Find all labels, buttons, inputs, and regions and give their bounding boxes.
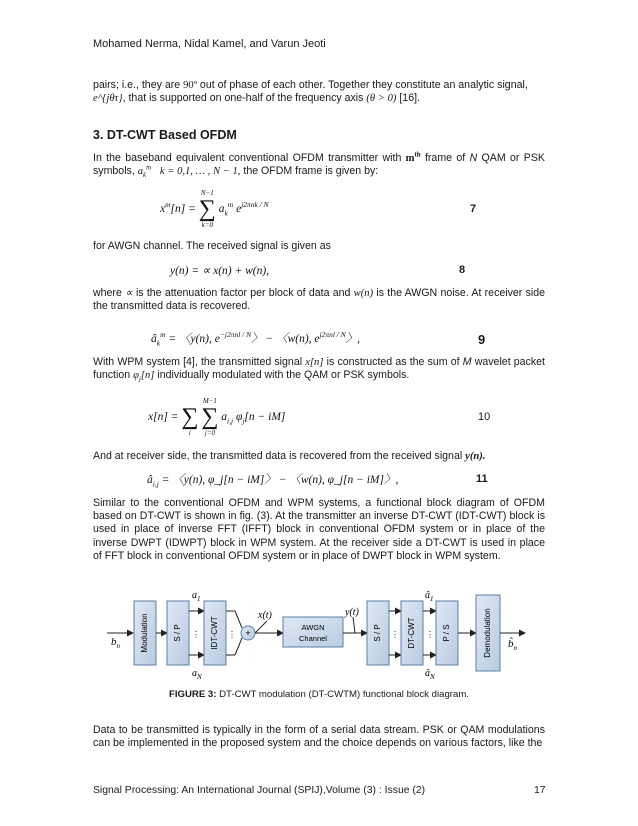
sp-label-tx: S / P: [173, 624, 183, 642]
xt-pointer: [255, 621, 267, 633]
input-label: $b_n$: [111, 636, 120, 650]
paragraph-functional-diagram: Similar to the conventional OFDM and WPM systems, a functional block diagram of OFDM based on DT-CWT is shown in fig. (3). At the transmitter an inverse DT-CWT (IDT-CWT) block is used in place of inverse FFT (IFFT) block in conventional OFDM system or in place of the inverse DWPT (IDWPT) block in WPM system. At the receiver side a DT-CWT is used in place of FFT block in conventional OFDM system or in place of DWPT block in WPM system.: [93, 497, 545, 562]
label-ahatN: $â_N$: [425, 668, 435, 680]
paragraph-receiver-recovery: And at receiver side, the transmitted data is recovered from the received signal y(n).: [93, 450, 486, 462]
demodulation-label: Demodulation: [483, 608, 493, 658]
dots-rx1: ⋮: [391, 630, 399, 639]
equation-11: $â_{i,j}$ = 〈y(n), φ_j[n − iM]〉 − 〈w(n), φ_j[n − iM]〉,: [147, 474, 399, 489]
equation-number-8: 8: [459, 264, 466, 276]
paragraph-data-transmission: Data to be transmitted is typically in the form of a serial data stream. PSK or QAM modulations can be implemented in the proposed system and the choice depends on various factors, like the: [93, 724, 545, 750]
idt-converge-top: [235, 611, 242, 628]
figure-caption: FIGURE 3: DT-CWT modulation (DT-CWTM) functional block diagram.: [169, 689, 469, 700]
paragraph-awgn: for AWGN channel. The received signal is given as: [93, 240, 331, 252]
block-diagram: [105, 585, 535, 680]
yt-label: y(t): [345, 607, 359, 618]
idt-converge-bottom: [235, 638, 242, 655]
sum-symbol-inner: ∑: [201, 404, 219, 430]
paragraph-attenuation: where ∝ is the attenuation factor per block of data and w(n) is the AWGN noise. At receiver side the transmitted data is recovered.: [93, 287, 546, 313]
paragraph-ofdm-transmitter: In the baseband equivalent conventional OFDM transmitter with $m^{th}$ frame of N QAM or PSK symbols, $a_k^m$ k = 0,1, … , N − 1, the OFDM frame is given by:: [93, 151, 545, 180]
equation-8: y(n) = ∝ x(n) + w(n),: [170, 265, 270, 277]
dots-tx1: ⋮: [192, 630, 200, 639]
paragraph-analytic-signal: pairs; i.e., they are 90º out of phase of each other. Together they constitute an analytic signal, e^{jθτ}, that is supported on one-half of the frequency axis (θ > 0) [16].: [93, 79, 528, 105]
sp-label-rx: S / P: [373, 624, 383, 642]
modulation-label: Modulation: [140, 613, 150, 653]
equation-number-11: 11: [476, 473, 488, 485]
xt-label: x(t): [258, 610, 272, 621]
dots-rx2: ⋮: [426, 630, 434, 639]
sum-symbol: ∑: [198, 196, 216, 222]
idt-cwt-label: IDT-CWT: [210, 616, 220, 650]
paragraph-wpm: With WPM system [4], the transmitted signal x[n] is constructed as the sum of M wavelet packet function $\varphi_j[n]$ individually modulated with the QAM or PSK symbols.: [93, 356, 545, 384]
ps-label: P / S: [442, 624, 452, 642]
equation-number-7: 7: [470, 203, 477, 215]
equation-9: $â_k^m$ = 〈y(n), $e^{-j2\pi nl / N}$〉 − 〈w(n), $e^{j2\pi nl / N}$〉,: [151, 330, 361, 348]
equation-number-10: 10: [478, 411, 491, 423]
summer-plus: +: [245, 628, 251, 638]
dots-tx2: ⋮: [228, 630, 236, 639]
yt-pointer: [353, 617, 355, 633]
label-a1: $a_1$: [192, 590, 201, 603]
running-header: Mohamed Nerma, Nidal Kamel, and Varun Jeoti: [93, 38, 326, 50]
sum-symbol-outer: ∑: [181, 404, 199, 430]
equation-10: x[n] = ∑ i M−1 ∑ j=0 $a_{i,j}$ $\varphi_j[n - iM]$: [148, 397, 286, 437]
section-heading: 3. DT-CWT Based OFDM: [93, 128, 237, 142]
footer-page-number: 17: [534, 785, 546, 796]
label-ahat1: $â_1$: [425, 590, 434, 603]
footer-journal: Signal Processing: An International Journal (SPIJ),Volume (3) : Issue (2): [93, 785, 426, 796]
equation-number-9: 9: [478, 332, 486, 347]
output-label: $b̂_n$: [508, 638, 517, 652]
equation-7: $x^m[n]$ = N−1 ∑ k=0 $a_k^m$ $e^{j2\pi nk / N}$: [160, 189, 269, 229]
label-aN: $a_N$: [192, 668, 202, 680]
awgn-label: AWGN: [301, 623, 325, 632]
channel-label: Channel: [299, 634, 327, 643]
dt-cwt-label: DT-CWT: [407, 617, 417, 649]
